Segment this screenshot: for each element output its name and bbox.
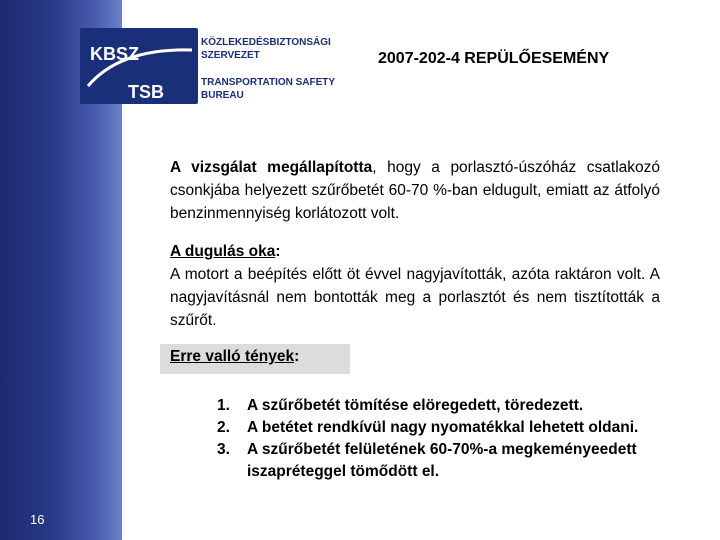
logo-name-hungarian: [201, 36, 331, 62]
facts-heading-text: Erre valló tények: [170, 348, 295, 365]
logo-name-en-line2: BUREAU: [201, 90, 244, 101]
cause-paragraph: [170, 240, 660, 332]
logo-name-english: [201, 76, 335, 102]
logo-name-hu-line2: SZERVEZET: [201, 50, 260, 61]
finding-lead: A vizsgálat megállapította: [170, 159, 373, 176]
cause-text: A motort a beépítés előtt öt évvel nagyjavították, azóta raktáron volt. A nagyjavításnál nem bontották meg a porlasztót és nem tisztították a szűrőt.: [170, 266, 660, 329]
finding-text: , hogy a porlasztó-úszóház csatlakozó csonkjába helyezett szűrőbetét 60-70 %-ban eldugult, emiatt az átfolyó benzinmennyiség korlátozott volt.: [170, 159, 661, 222]
logo-mark-top: KBSZ: [90, 44, 139, 64]
logo-mark-bottom: TSB: [128, 82, 164, 102]
facts-heading: [170, 348, 299, 366]
list-item-number: 1.: [217, 397, 230, 414]
list-item: [217, 395, 672, 417]
list-item-text: A szűrőbetét felületének 60-70%-a megkeményeedett iszapréteggel tömődött el.: [247, 441, 637, 480]
list-item-text: A betétet rendkívül nagy nyomatékkal lehetett oldani.: [247, 419, 639, 436]
facts-list: [217, 395, 672, 483]
list-item-number: 2.: [217, 419, 230, 436]
logo-name-hu-line1: KÖZLEKEDÉSBIZTONSÁGI: [201, 37, 331, 48]
list-item-text: A szűrőbetét tömítése elöregedett, töredezett.: [247, 397, 584, 414]
list-item-number: 3.: [217, 441, 230, 458]
finding-paragraph: [170, 156, 660, 225]
cause-heading: A dugulás oka: [170, 243, 276, 260]
list-item: [217, 439, 672, 483]
logo-name-en-line1: TRANSPORTATION SAFETY: [201, 77, 336, 88]
facts-heading-colon: :: [294, 348, 300, 365]
slide-title: 2007-202-4 REPÜLŐESEMÉNY: [378, 50, 610, 67]
list-item: [217, 417, 672, 439]
page-number: 16: [30, 512, 45, 527]
cause-heading-colon: :: [275, 243, 281, 260]
kbsz-tsb-logo: [80, 28, 198, 104]
logo-mark-icon: [80, 28, 198, 104]
